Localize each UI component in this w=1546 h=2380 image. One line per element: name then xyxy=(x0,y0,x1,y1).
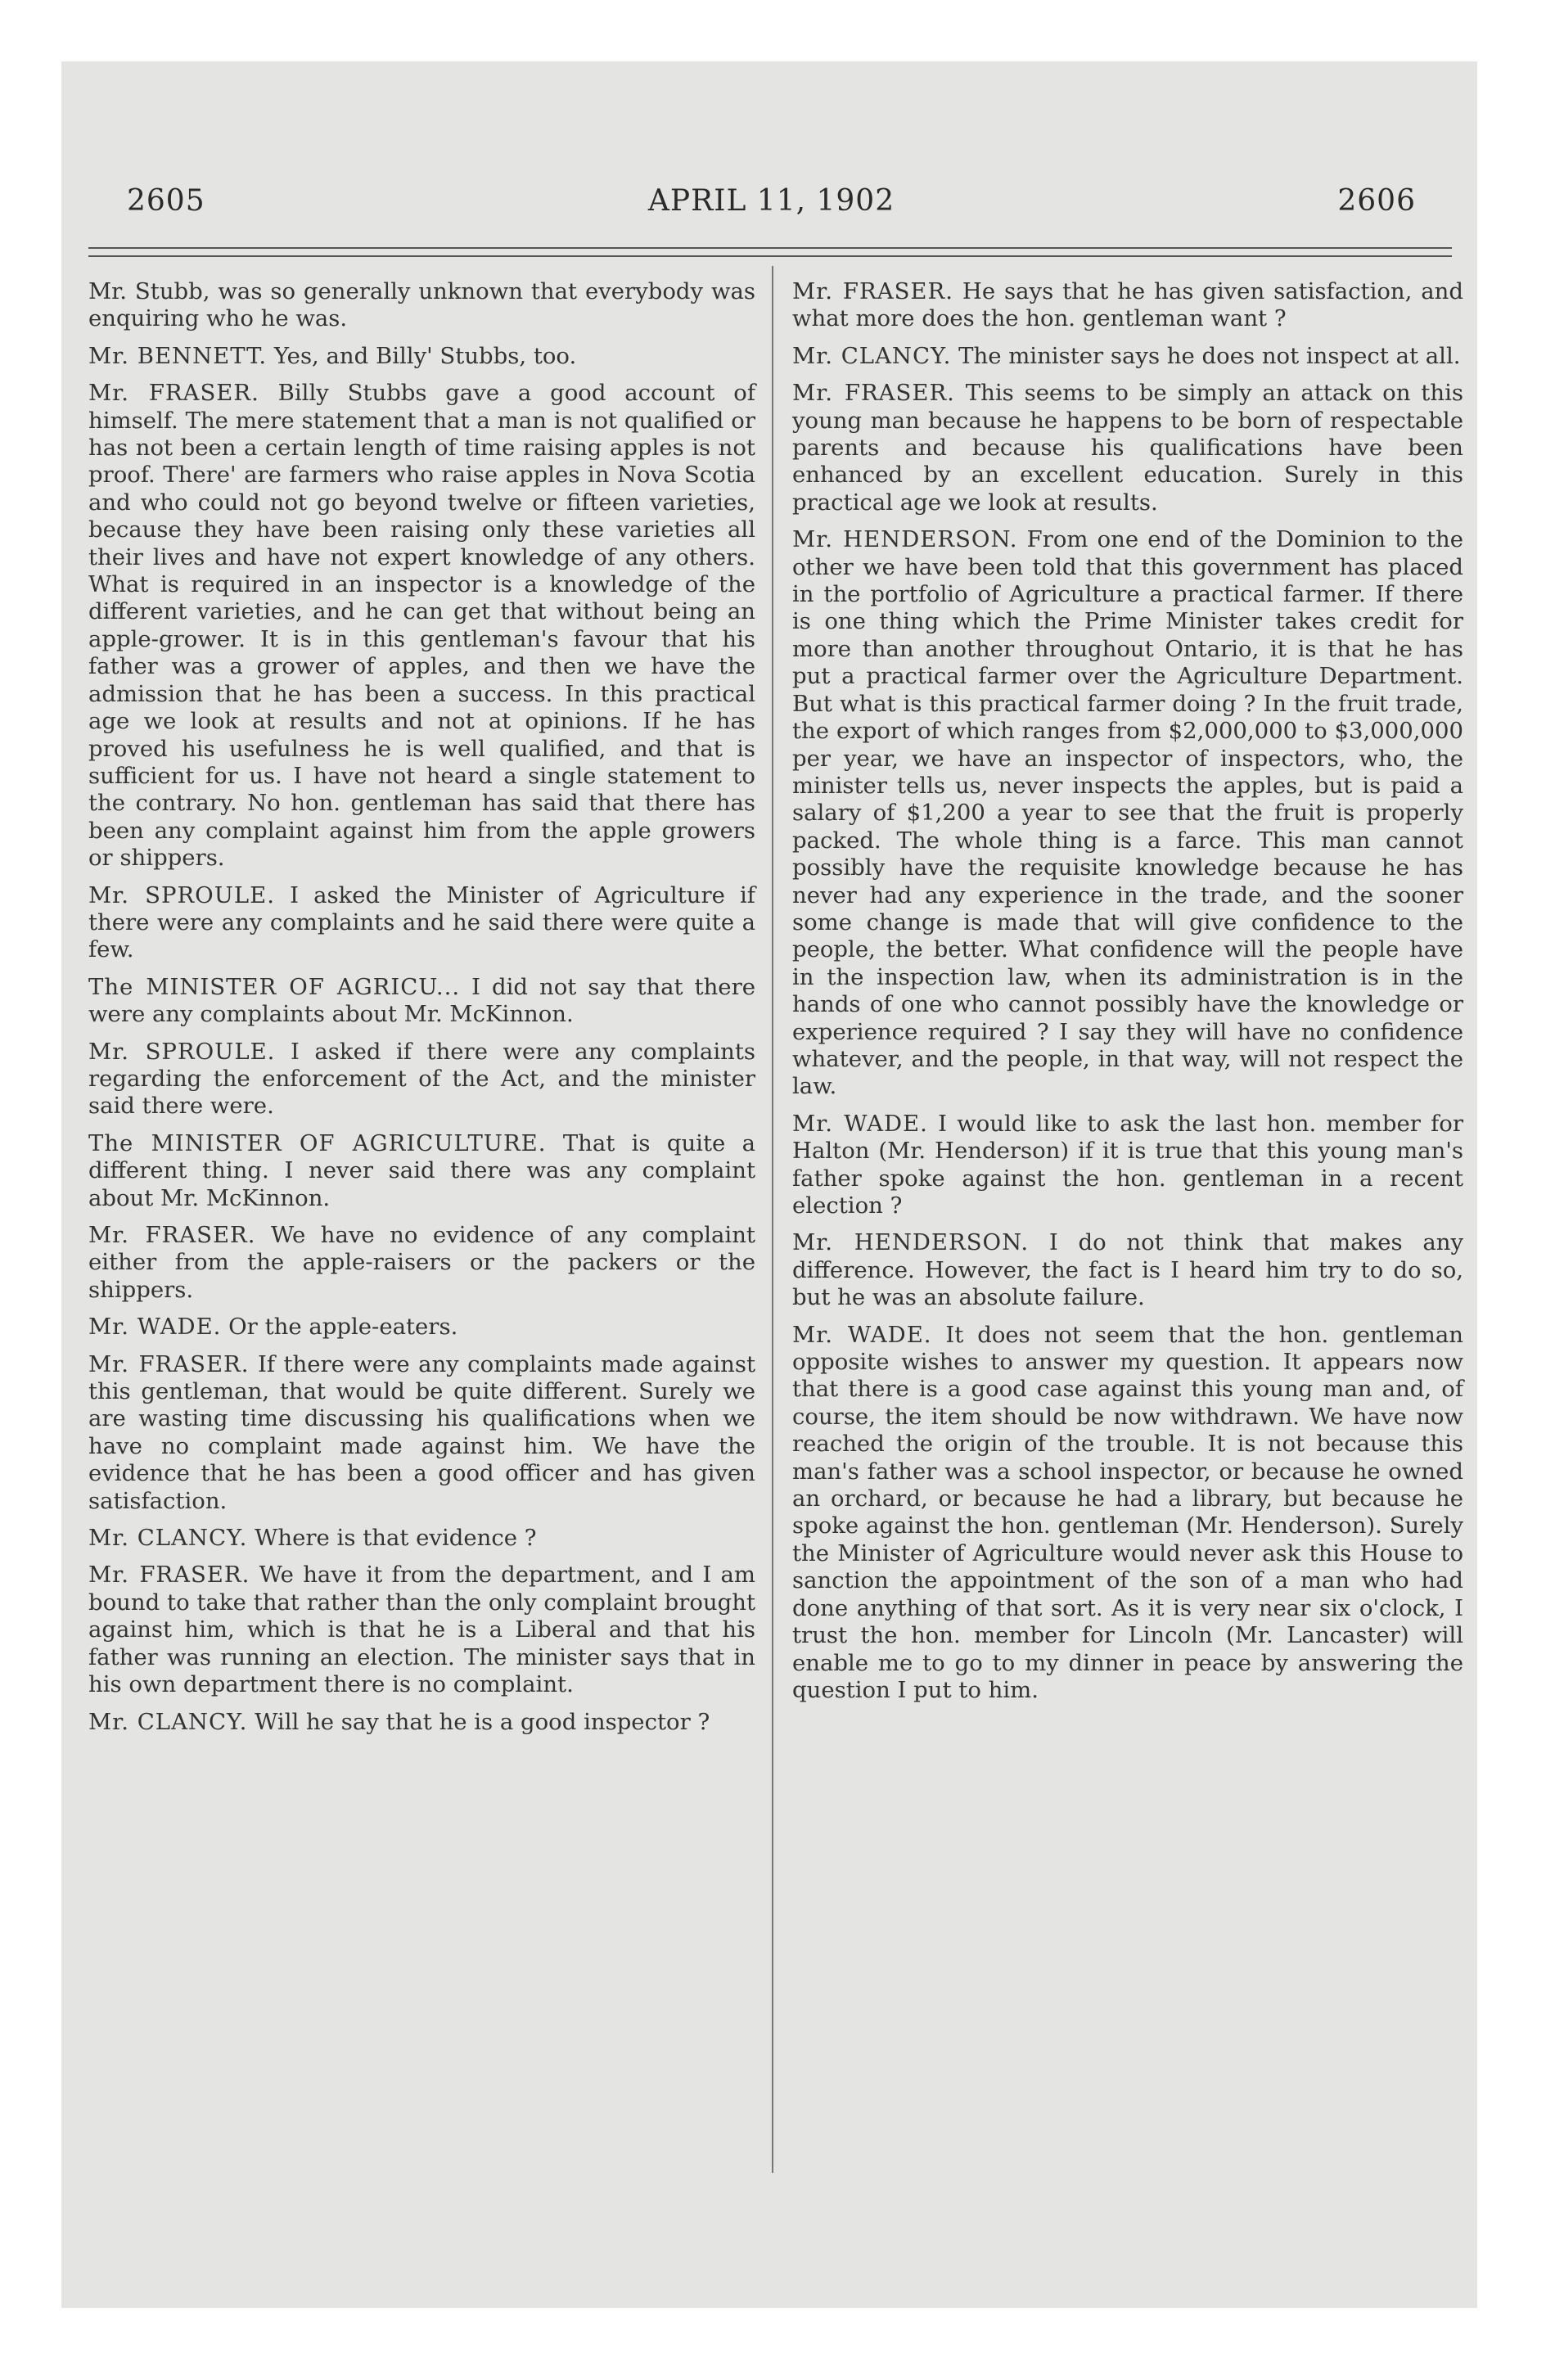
paragraph-text: If there were any complaints made against this gentleman, that would be quite different. Surely we are wasting time discussing his qualifications when we have no complaint made against him. We have the evidence that he has been a good officer and has given satisfaction. xyxy=(88,1350,755,1514)
paragraph xyxy=(88,1130,755,1212)
paragraph xyxy=(88,1351,755,1515)
paragraph xyxy=(88,1222,755,1304)
paragraph-text: Where is that evidence ? xyxy=(255,1525,537,1552)
paragraph xyxy=(792,343,1463,370)
paragraph xyxy=(88,380,755,872)
paragraph xyxy=(88,343,755,370)
paragraph-text: I would like to ask the last hon. member for Halton (Mr. Henderson) if it is true that this young man's father spoke against the hon. gentleman in a recent election ? xyxy=(792,1110,1463,1219)
paragraph-text: I asked the Minister of Agriculture if there were any complaints and he said there were quite a few. xyxy=(88,881,755,963)
speaker-name: Mr. FRASER. xyxy=(88,1562,250,1589)
paragraph-text: I do not think that makes any difference. However, the fact is I heard him try to do so, but he was an absolute failure. xyxy=(792,1229,1463,1311)
speaker-name: The MINISTER OF AGRICULTURE. xyxy=(88,1129,547,1156)
paragraph xyxy=(88,1709,755,1736)
paragraph-text: Billy Stubbs gave a good account of himself. The mere statement that a man is not qualified or has not been a certain length of time raising apples is not proof. There' are farmers who raise apples in Nova Scotia and who could not go beyond twelve or fifteen varieties, because they have been raising only these varieties all their lives and have not expert knowledge of any others. What is required in an inspector is a knowledge of the different varieties, and he can get that without being an apple-grower. It is in this gentleman's favour that his father was a grower of apples, and then we have the admission that he has been a success. In this practical age we look at results and not at opinions. If he has proved his usefulness he is well qualified, and that is sufficient for us. I have not heard a single statement to the contrary. No hon. gentleman has said that there has been any complaint against him from the apple growers or shippers. xyxy=(88,380,755,872)
paragraph-text: Will he say that he is a good inspector ? xyxy=(255,1708,710,1735)
left-page-number: 2605 xyxy=(127,184,205,218)
speaker-name: Mr. FRASER. xyxy=(88,1350,250,1377)
speaker-name: Mr. FRASER. xyxy=(792,278,953,304)
paragraph-text: This seems to be simply an attack on this young man because he happens to be born of respectable parents and because his qualifications have been enhanced by an excellent education. Surely in this practical age we look at results. xyxy=(792,380,1463,516)
paragraph-text: Or the apple-eaters. xyxy=(228,1314,458,1341)
right-page-number: 2606 xyxy=(1337,184,1416,218)
paragraph xyxy=(792,278,1463,333)
column-divider xyxy=(772,266,773,2173)
paragraph-text: He says that he has given satisfaction, and what more does the hon. gentleman want ? xyxy=(792,278,1463,332)
speaker-name: Mr. CLANCY. xyxy=(88,1708,248,1735)
paragraph xyxy=(792,380,1463,516)
paragraph-text: I asked if there were any complaints regarding the enforcement of the Act, and the minister said there were. xyxy=(88,1038,755,1120)
speaker-name: Mr. CLANCY. xyxy=(88,1525,248,1552)
paragraph xyxy=(792,1111,1463,1220)
header-rule-bottom xyxy=(88,255,1452,257)
page-header xyxy=(127,184,1416,233)
paragraph xyxy=(88,278,755,333)
speaker-name: Mr. BENNETT. xyxy=(88,342,268,369)
paragraph-text: Yes, and Billy' Stubbs, too. xyxy=(273,342,577,369)
speaker-name: Mr. WADE. xyxy=(792,1110,928,1137)
paragraph xyxy=(88,1562,755,1698)
header-rule-top xyxy=(88,247,1452,249)
paragraph xyxy=(88,974,755,1029)
paragraph xyxy=(88,882,755,964)
speaker-name: Mr. SPROULE. xyxy=(88,881,275,908)
paragraph xyxy=(88,1039,755,1120)
speaker-name: Mr. FRASER. xyxy=(792,380,955,407)
paragraph-text: The minister says he does not inspect at all. xyxy=(958,342,1461,369)
speaker-name: Mr. CLANCY. xyxy=(792,342,952,369)
speaker-name: Mr. HENDERSON. xyxy=(792,526,1018,553)
paragraph xyxy=(88,1525,755,1552)
paragraph xyxy=(792,1322,1463,1705)
right-column xyxy=(792,278,1463,1714)
speaker-name: Mr. HENDERSON. xyxy=(792,1229,1030,1256)
speaker-name: Mr. WADE. xyxy=(88,1314,222,1341)
paragraph xyxy=(792,1229,1463,1311)
paragraph xyxy=(792,526,1463,1101)
speaker-name: Mr. FRASER. xyxy=(88,1222,256,1248)
paragraph-text: From one end of the Dominion to the other we have been told that this government has placed in the portfolio of Agriculture a practical farmer. If there is one thing which the Prime Minister takes credit for more than another throughout Ontario, it is that he has put a practical farmer over the Agriculture Department. But what is this practical farmer doing ? In the fruit trade, the export of which ranges from $2,000,000 to $3,000,000 per year, we have an inspector of inspectors, who, the minister tells us, never inspects the apples, but is paid a salary of $1,200 a year to see that the fruit is properly packed. The whole thing is a farce. This man cannot possibly have the requisite knowledge because he has never had any experience in the trade, and the sooner some change is made that will give confidence to the people, the better. What confidence will the people have in the inspection law, when its administration is in the hands of one who cannot possibly have the knowledge or experience required ? I say they will have no confidence whatever, and the people, in that way, will not respect the law. xyxy=(792,526,1463,1100)
paragraph-text: Mr. Stubb, was so generally unknown that everybody was enquiring who he was. xyxy=(88,278,755,332)
paragraph-text: We have no evidence of any complaint either from the apple-raisers or the packers or the shippers. xyxy=(88,1222,755,1303)
paragraph-text: We have it from the department, and I am bound to take that rather than the only complaint brought against him, which is that he is a Liberal and that his father was running an election. The minister says that in his own department there is no complaint. xyxy=(88,1562,755,1698)
left-column xyxy=(88,278,755,1746)
paragraph-text: That is quite a different thing. I never said there was any complaint about Mr. McKinnon. xyxy=(88,1129,755,1211)
speaker-name: Mr. FRASER. xyxy=(88,380,259,407)
speaker-name: Mr. SPROULE. xyxy=(88,1038,276,1065)
paragraph-text: It does not seem that the hon. gentleman opposite wishes to answer my question. It appears now that there is a good case against this young man and, of course, the item should be now withdrawn. We have now reached the origin of the trouble. It is not because this man's father was a school inspector, or because he owned an orchard, or because he had a library, but because he spoke against the hon. gentleman (Mr. Henderson). Surely the Minister of Agriculture would never ask this House to sanction the appointment of the son of a man who had done anything of that sort. As it is very near six o'clock, I trust the hon. member for Lincoln (Mr. Lancaster) will enable me to go to my dinner in peace by answering the question I put to him. xyxy=(792,1321,1463,1703)
paragraph xyxy=(88,1314,755,1341)
speaker-name: The MINISTER OF AGRICU... xyxy=(88,973,461,1000)
speaker-name: Mr. WADE. xyxy=(792,1321,932,1348)
page-date: APRIL 11, 1902 xyxy=(647,184,895,218)
paragraph-text: I did not say that there were any complaints about Mr. McKinnon. xyxy=(88,973,755,1028)
